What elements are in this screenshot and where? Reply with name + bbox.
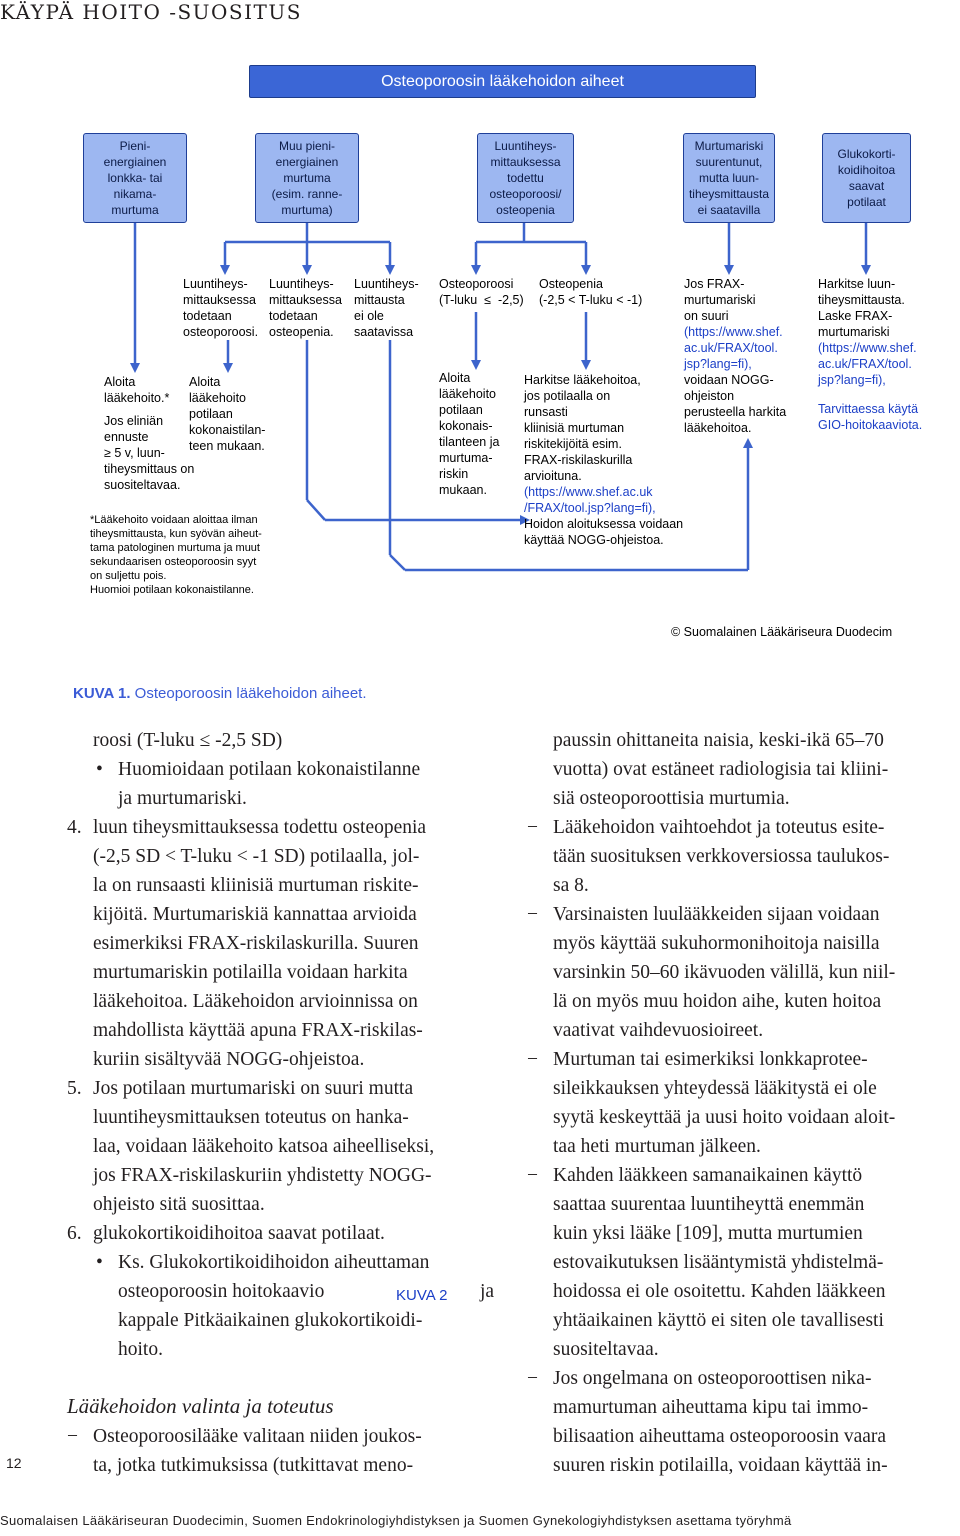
text-line: suositeltavaa. [553, 1339, 659, 1360]
text-line: Huomioidaan potilaan kokonaistilanne [118, 759, 421, 780]
note-bmd-osteopenia: Luuntiheys- mittauksessa todetaan osteopenia. [269, 277, 342, 339]
text-line: hoidossa ei ole osoitettu. Kahden lääkkeen [553, 1281, 886, 1302]
text-line: luun tiheysmittauksessa todettu osteopenia [93, 817, 427, 838]
frax-link-2[interactable]: (https://www.shef. ac.uk/FRAX/tool. jsp?lang=fi), [684, 325, 783, 371]
text-line: kuriin sisältyvää NOGG-ohjeistoa. [93, 1049, 365, 1070]
running-header: KÄYPÄ HOITO -SUOSITUS [0, 0, 302, 24]
text-line: kappale Pitkäaikainen glukokortikoidi- [118, 1310, 423, 1331]
text-line: varsinkin 50–60 ikävuoden välillä, kun niil- [553, 962, 896, 983]
note-start-treatment-risk: Aloita lääkehoito potilaan kokonais- tilanteen ja murtuma- riskin mukaan. [439, 371, 500, 497]
bullet: • [96, 1252, 103, 1273]
text-line: Varsinaisten luulääkkeiden sijaan voidaan [553, 904, 880, 925]
box-risk-no-bmd: Murtumariski suurentunut, mutta luun- tiheysmittausta ei saatavilla [683, 133, 775, 223]
note-consider-bmd: Harkitse luun- tiheysmittausta. Laske FRAX- murtumariski [818, 277, 905, 339]
dash-bullet: − [527, 817, 538, 838]
box-hip-fracture: Pieni- energiainen lonkka- tai nikama- murtuma [83, 133, 187, 223]
note-nogg-start: Hoidon aloituksessa voidaan käyttää NOGG-ohjeistoa. [524, 517, 684, 547]
diagram-title: Osteoporoosin lääkehoidon aiheet [249, 65, 756, 98]
list-number: 5. [67, 1078, 82, 1099]
note-bmd-osteoporosis: Luuntiheys- mittauksessa todetaan osteoporoosi. [183, 277, 259, 339]
text-line: jos FRAX-riskilaskuriin yhdistetty NOGG- [93, 1165, 432, 1186]
text-line: hoito. [118, 1339, 163, 1360]
text-line: roosi (T-luku ≤ -2,5 SD) [93, 730, 283, 751]
diagram-footnote: *Lääkehoito voidaan aloittaa ilman tiheysmittausta, kun syövän aiheut- tama patologinen murtuma ja muut sekundaarisen osteoporoosin syyt on suljettu pois. Huomioi potilaan kokonaistilanne. [90, 514, 262, 596]
frax-link-1[interactable]: (https://www.shef.ac.uk /FRAX/tool.jsp?lang=fi), [524, 485, 656, 515]
bullet: • [96, 759, 103, 780]
text-line: lääkehoitoa. Lääkehoidon arvioinnissa on [93, 991, 418, 1012]
figure-reference-link[interactable]: KUVA 2 [396, 1287, 448, 1304]
text-line: Ks. Glukokortikoidihoidon aiheuttaman [118, 1252, 430, 1273]
text-line: Osteoporoosilääke valitaan niiden joukos- [93, 1426, 422, 1447]
note-start-treatment-overall: Aloita lääkehoito potilaan kokonaistilan- teen mukaan. [189, 375, 266, 453]
text-line: luuntiheysmittauksen toteutus on hanka- [93, 1107, 409, 1128]
text-line: ohjeisto sitä suosittaa. [93, 1194, 265, 1215]
text-line: glukokortikoidihoitoa saavat potilaat. [93, 1223, 385, 1244]
page-footer: Suomalaisen Lääkäriseuran Duodecimin, Suomen Endokrinologiyhdistyksen ja Suomen Gynekologiyhdistyksen asettama työryhmä [0, 1513, 792, 1528]
note-osteopenia-tscore: Osteopenia (-2,5 < T-luku < -1) [539, 277, 643, 307]
text-line: saattaa suurentaa luuntiheyttä enemmän [553, 1194, 865, 1215]
text-line: kuin yksi lääke [109], mutta murtumien [553, 1223, 863, 1244]
text-line: esimerkiksi FRAX-riskilaskurilla. Suuren [93, 933, 419, 954]
text-line: lä on myös muu hoidon aihe, kuten hoitoa [553, 991, 882, 1012]
text-line: Lääkehoidon vaihtoehdot ja toteutus esite- [553, 817, 885, 838]
note-start-treatment: Aloita lääkehoito.* [104, 375, 170, 405]
text-line: suuren riskin potilailla, voidaan käyttää in- [553, 1455, 888, 1476]
caption-label: KUVA 1. [73, 685, 131, 702]
text-line: (-2,5 SD < T-luku < -1 SD) potilaalla, jol- [93, 846, 420, 867]
dash-bullet: − [527, 1049, 538, 1070]
note-gio-chart: Tarvittaessa käytä GIO-hoitokaaviota. [818, 402, 923, 432]
list-number: 6. [67, 1223, 82, 1244]
text-line: Jos potilaan murtumariski on suuri mutta [93, 1078, 414, 1099]
text-line: mahdollista käyttää apuna FRAX-riskilas- [93, 1020, 423, 1041]
dash-bullet: − [527, 1165, 538, 1186]
text-line: ja [480, 1281, 495, 1302]
text-line: laa, voidaan lääkehoito katsoa aiheelliseksi, [93, 1136, 435, 1157]
text-line: estovaikutuksen lisääntymistä yhdistelmä- [553, 1252, 884, 1273]
note-bmd-unavailable: Luuntiheys- mittausta ei ole saatavissa [354, 277, 419, 339]
text-line: paussin ohittaneita naisia, keski-ikä 65–70 [553, 730, 884, 751]
box-bmd-result: Luuntiheys- mittauksessa todettu osteoporoosi/ osteopenia [477, 133, 574, 223]
copyright: © Suomalainen Lääkäriseura Duodecim [671, 625, 893, 639]
box-other-fracture: Muu pieni- energiainen murtuma (esim. ranne- murtuma) [255, 133, 359, 223]
dash-bullet: − [67, 1426, 78, 1447]
list-number: 4. [67, 817, 82, 838]
text-line: sileikkauksen yhteydessä lääkitystä ei ole [553, 1078, 877, 1099]
note-consider-treatment: Harkitse lääkehoitoa, jos potilaalla on runsasti kliinisiä murtuman riskitekijöitä esim. FRAX-riskilaskurilla arvioituna. [524, 373, 641, 483]
caption-text: Osteoporoosin lääkehoidon aiheet. [130, 685, 367, 702]
text-line: yhtäaikainen käyttö ei siten ole tavallisesti [553, 1310, 884, 1331]
text-line: ja murtumariski. [118, 788, 247, 809]
text-line: murtumariskin potilailla voidaan harkita [93, 962, 408, 983]
text-line: kijöitä. Murtumariskiä kannattaa arvioida [93, 904, 417, 925]
page-number: 12 [6, 1455, 22, 1471]
text-line: Murtuman tai esimerkiksi lonkkaprotee- [553, 1049, 868, 1070]
text-line: myös käyttää sukuhormonihoitoja naisilla [553, 933, 880, 954]
note-osteoporosis-tscore: Osteoporoosi (T-luku ≤ -2,5) [439, 277, 524, 307]
text-line: Jos ongelmana on osteoporoottisen nika- [553, 1368, 872, 1389]
section-heading: Lääkehoidon valinta ja toteutus [67, 1394, 334, 1418]
text-line: sa 8. [553, 875, 589, 896]
box-glucocorticoid: Glukokorti- koidihoitoa saavat potilaat [822, 133, 911, 223]
dash-bullet: − [527, 1368, 538, 1389]
text-line: vuotta) ovat estäneet radiologisia tai kliini- [553, 759, 889, 780]
text-line: bilisaation aiheuttama osteoporoosin vaara [553, 1426, 887, 1447]
frax-link-3[interactable]: (https://www.shef. ac.uk/FRAX/tool. jsp?lang=fi), [818, 341, 917, 387]
note-frax-high: Jos FRAX- murtumariski on suuri [684, 277, 756, 323]
text-line: ta, jotka tutkimuksissa (tutkittavat meno- [93, 1455, 414, 1476]
text-line: taa heti murtuman jälkeen. [553, 1136, 761, 1157]
text-line: tään suosituksen verkkoversiossa taulukos- [553, 846, 890, 867]
text-line: mamurtuman aiheuttama kipu tai immo- [553, 1397, 869, 1418]
dash-bullet: − [527, 904, 538, 925]
text-line: la on runsaasti kliinisiä murtuman riskite- [93, 875, 419, 896]
note-nogg-consider: voidaan NOGG- ohjeiston perusteella harkita lääkehoitoa. [684, 373, 787, 435]
text-line: Kahden lääkkeen samanaikainen käyttö [553, 1165, 863, 1186]
text-line: siä osteoporoottisia murtumia. [553, 788, 790, 809]
note-life-expectancy: Jos eliniän ennuste ≥ 5 v, luun- tiheysmittaus on suositeltavaa. [104, 414, 195, 492]
text-line: osteoporoosin hoitokaavio [118, 1281, 325, 1302]
text-line: syytä keskeyttää ja uusi hoito voidaan aloit- [553, 1107, 896, 1128]
text-line: vaativat vaihdevuosioireet. [553, 1020, 764, 1041]
